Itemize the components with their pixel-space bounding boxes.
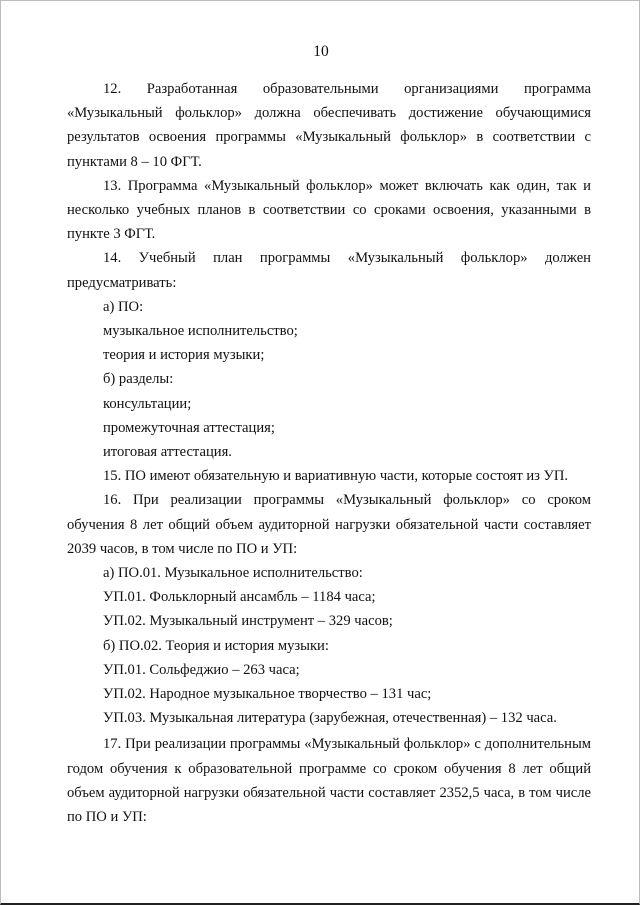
list-item: музыкальное исполнительство; <box>103 323 298 340</box>
paragraph-14: 14. Учебный план программы «Музыкальный фольклор» должен предусматривать: <box>67 250 591 291</box>
paragraph-12: 12. Разработанная образовательными организациями программа «Музыкальный фольклор» должна обеспечивать достижение обучающимися результатов освоения программы «Музыкальный фольклор» в соответствии с пунктами 8 – 10 ФГТ. <box>67 81 591 170</box>
document-body <box>67 77 591 829</box>
list-item: итоговая аттестация. <box>103 444 232 461</box>
list-item: УП.03. Музыкальная литература (зарубежная, отечественная) – 132 часа. <box>103 710 557 727</box>
list-item: консультации; <box>103 395 192 412</box>
list-item: теория и история музыки; <box>103 347 265 364</box>
paragraph-15: 15. ПО имеют обязательную и вариативную части, которые состоят из УП. <box>103 468 569 485</box>
list-item: УП.02. Музыкальный инструмент – 329 часов; <box>103 613 393 630</box>
page-number: 10 <box>313 43 329 60</box>
paragraph-17: 17. При реализации программы «Музыкальный фольклор» с дополнительным годом обучения к образовательной программе со сроком обучения 8 лет общий объем аудиторной нагрузки обязательной части составляет 2352,5 часа, в том числе по ПО и УП: <box>67 736 591 826</box>
list-item: промежуточная аттестация; <box>103 419 275 436</box>
list-item: а) ПО: <box>103 298 144 315</box>
list-item: а) ПО.01. Музыкальное исполнительство: <box>103 565 363 582</box>
paragraph-16: 16. При реализации программы «Музыкальный фольклор» со сроком обучения 8 лет общий объем аудиторной нагрузки обязательной части составляет 2039 часов, в том числе по ПО и УП: <box>67 492 591 557</box>
list-item: б) ПО.02. Теория и история музыки: <box>103 637 329 654</box>
list-item: б) разделы: <box>103 371 174 388</box>
paragraph-13: 13. Программа «Музыкальный фольклор» может включать как один, так и несколько учебных планов в соответствии со сроками освоения, указанными в пункте 3 ФГТ. <box>67 177 591 243</box>
list-item: УП.02. Народное музыкальное творчество – 131 час; <box>103 686 432 703</box>
list-item: УП.01. Сольфеджио – 263 часа; <box>103 661 300 678</box>
list-item: УП.01. Фольклорный ансамбль – 1184 часа; <box>103 589 376 606</box>
